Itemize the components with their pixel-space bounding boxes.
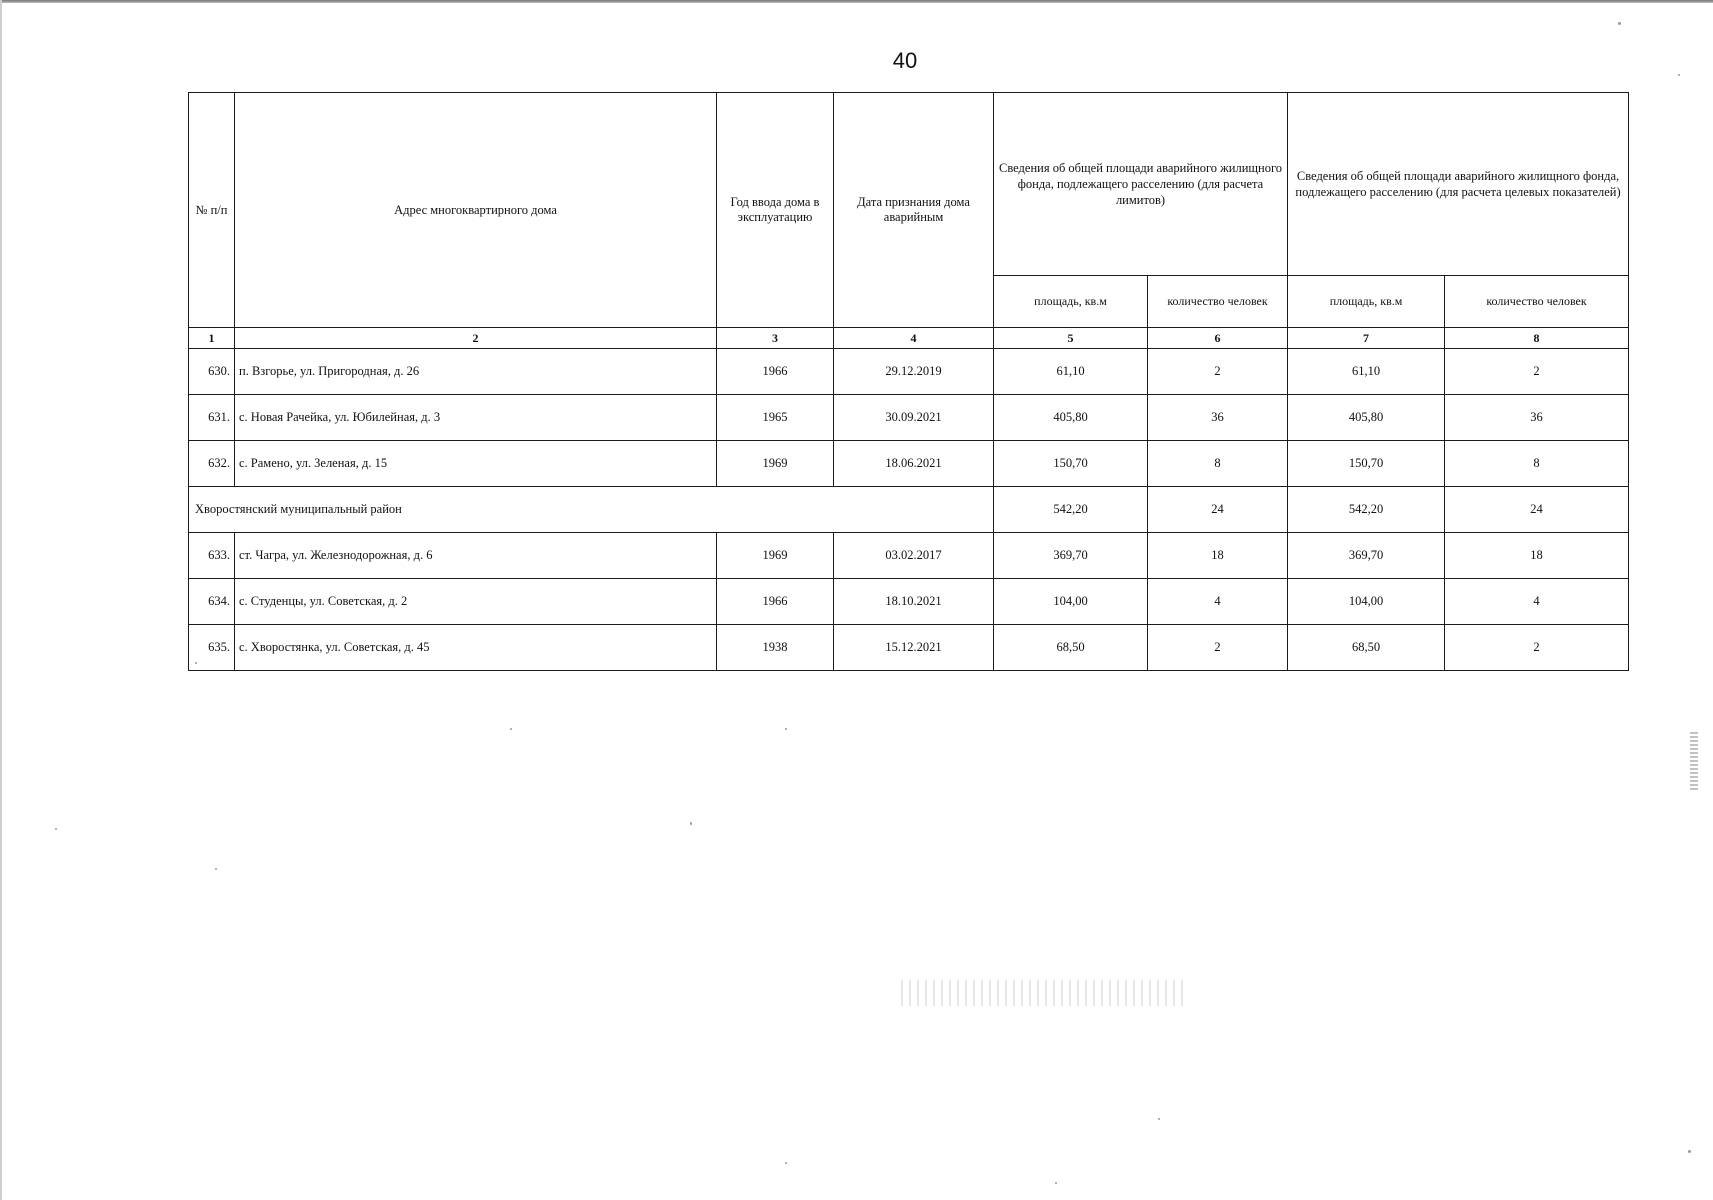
row-people-limits: 2 xyxy=(1148,349,1288,395)
row-people-targets: 2 xyxy=(1445,625,1629,671)
subtotal-area-limits: 542,20 xyxy=(994,487,1148,533)
page-number: 40 xyxy=(892,48,918,73)
row-area-limits: 68,50 xyxy=(994,625,1148,671)
row-people-targets: 8 xyxy=(1445,441,1629,487)
row-area-targets: 369,70 xyxy=(1288,533,1445,579)
header-index: № п/п xyxy=(189,93,235,328)
row-year: 1938 xyxy=(717,625,834,671)
header-people-limits: количество человек xyxy=(1148,276,1288,328)
scan-speck xyxy=(690,822,692,825)
scan-speck xyxy=(55,828,57,830)
header-address: Адрес многоквартирного дома xyxy=(235,93,717,328)
row-year: 1969 xyxy=(717,441,834,487)
row-area-limits: 405,80 xyxy=(994,395,1148,441)
header-year: Год ввода дома в эксплуатацию xyxy=(717,93,834,328)
row-year: 1966 xyxy=(717,349,834,395)
table-row xyxy=(189,579,1629,625)
row-index: 631. xyxy=(189,395,235,441)
scan-speck xyxy=(1678,74,1680,76)
subtotal-people-limits: 24 xyxy=(1148,487,1288,533)
row-people-limits: 8 xyxy=(1148,441,1288,487)
row-index: 634. xyxy=(189,579,235,625)
row-address: с. Рамено, ул. Зеленая, д. 15 xyxy=(235,441,717,487)
row-area-targets: 104,00 xyxy=(1288,579,1445,625)
row-area-limits: 150,70 xyxy=(994,441,1148,487)
header-area-targets: площадь, кв.м xyxy=(1288,276,1445,328)
row-people-targets: 36 xyxy=(1445,395,1629,441)
subtotal-row xyxy=(189,487,1629,533)
row-date: 18.10.2021 xyxy=(834,579,994,625)
subtotal-label: Хворостянский муниципальный район xyxy=(189,487,994,533)
table-row xyxy=(189,441,1629,487)
table-row xyxy=(189,625,1629,671)
row-people-targets: 4 xyxy=(1445,579,1629,625)
scan-noise xyxy=(895,980,1185,1006)
scan-speck xyxy=(215,868,217,870)
page-top-edge xyxy=(0,0,1713,3)
column-number: 8 xyxy=(1445,328,1629,349)
row-people-targets: 18 xyxy=(1445,533,1629,579)
header-people-targets: количество человек xyxy=(1445,276,1629,328)
row-area-limits: 61,10 xyxy=(994,349,1148,395)
row-year: 1965 xyxy=(717,395,834,441)
scan-speck xyxy=(1158,1118,1160,1120)
header-group-targets: Сведения об общей площади аварийного жилищного фонда, подлежащего расселению (для расчета целевых показателей) xyxy=(1288,93,1629,276)
scan-edge-mark xyxy=(1690,730,1698,790)
scan-speck xyxy=(510,728,512,730)
row-date: 18.06.2021 xyxy=(834,441,994,487)
row-area-limits: 369,70 xyxy=(994,533,1148,579)
row-date: 30.09.2021 xyxy=(834,395,994,441)
row-index: 632. xyxy=(189,441,235,487)
column-number-row xyxy=(189,328,1629,349)
row-area-targets: 68,50 xyxy=(1288,625,1445,671)
column-number: 6 xyxy=(1148,328,1288,349)
row-year: 1969 xyxy=(717,533,834,579)
row-people-limits: 2 xyxy=(1148,625,1288,671)
row-index: 635. xyxy=(189,625,235,671)
row-area-targets: 61,10 xyxy=(1288,349,1445,395)
row-area-limits: 104,00 xyxy=(994,579,1148,625)
row-year: 1966 xyxy=(717,579,834,625)
column-number: 3 xyxy=(717,328,834,349)
table-row xyxy=(189,395,1629,441)
row-date: 15.12.2021 xyxy=(834,625,994,671)
housing-table xyxy=(188,92,1629,671)
row-address: п. Взгорье, ул. Пригородная, д. 26 xyxy=(235,349,717,395)
row-address: с. Студенцы, ул. Советская, д. 2 xyxy=(235,579,717,625)
subtotal-people-targets: 24 xyxy=(1445,487,1629,533)
row-address: ст. Чагра, ул. Железнодорожная, д. 6 xyxy=(235,533,717,579)
column-number: 5 xyxy=(994,328,1148,349)
row-people-targets: 2 xyxy=(1445,349,1629,395)
header-area-limits: площадь, кв.м xyxy=(994,276,1148,328)
column-number: 1 xyxy=(189,328,235,349)
subtotal-area-targets: 542,20 xyxy=(1288,487,1445,533)
scan-speck xyxy=(1618,22,1621,25)
scan-speck xyxy=(1688,1150,1691,1153)
row-index: 630. xyxy=(189,349,235,395)
column-number: 4 xyxy=(834,328,994,349)
row-people-limits: 18 xyxy=(1148,533,1288,579)
header-group-limits: Сведения об общей площади аварийного жилищного фонда, подлежащего расселению (для расчета лимитов) xyxy=(994,93,1288,276)
column-number: 2 xyxy=(235,328,717,349)
row-area-targets: 150,70 xyxy=(1288,441,1445,487)
header-date: Дата признания дома аварийным xyxy=(834,93,994,328)
table-row xyxy=(189,533,1629,579)
scan-speck xyxy=(1055,1182,1057,1184)
column-number: 7 xyxy=(1288,328,1445,349)
scan-speck xyxy=(785,1162,787,1164)
row-address: с. Хворостянка, ул. Советская, д. 45 xyxy=(235,625,717,671)
row-date: 03.02.2017 xyxy=(834,533,994,579)
scan-speck xyxy=(785,728,787,730)
row-index: 633. xyxy=(189,533,235,579)
row-area-targets: 405,80 xyxy=(1288,395,1445,441)
row-people-limits: 36 xyxy=(1148,395,1288,441)
table-row xyxy=(189,349,1629,395)
page-left-edge xyxy=(0,0,2,1200)
row-address: с. Новая Рачейка, ул. Юбилейная, д. 3 xyxy=(235,395,717,441)
row-people-limits: 4 xyxy=(1148,579,1288,625)
row-date: 29.12.2019 xyxy=(834,349,994,395)
scan-speck xyxy=(195,662,197,664)
